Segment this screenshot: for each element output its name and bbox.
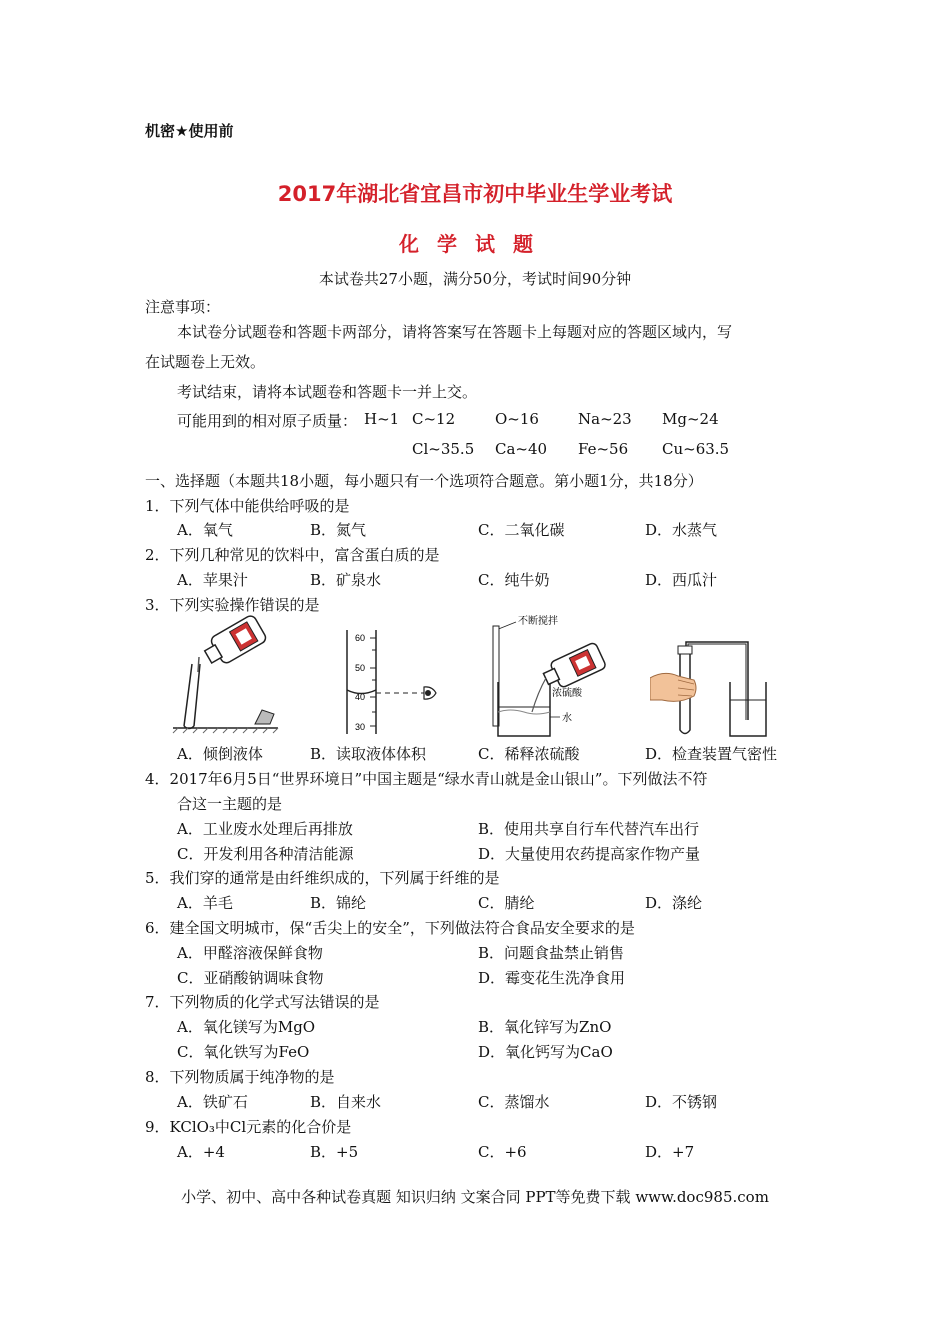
- q8-option-a: A．铁矿石: [177, 1093, 248, 1111]
- q6-option-a: A．甲醛溶液保鲜食物: [177, 944, 323, 962]
- q2-option-b: B．矿泉水: [310, 571, 382, 589]
- atomic-label: 可能用到的相对原子质量：: [177, 412, 358, 430]
- secret-mark: 机密★使用前: [145, 122, 234, 140]
- exam-subtitle: 化学试题: [399, 232, 551, 256]
- figure-dilute-acid: [490, 612, 622, 742]
- q3-option-d: D．检查装置气密性: [645, 745, 778, 763]
- q2-stem: 2．下列几种常见的饮料中，富含蛋白质的是: [145, 546, 440, 564]
- figure-read-volume: [332, 630, 452, 738]
- q7-stem: 7．下列物质的化学式写法错误的是: [145, 993, 380, 1011]
- q6-option-b: B．问题食盐禁止销售: [478, 944, 625, 962]
- q3-stem: 3．下列实验操作错误的是: [145, 596, 320, 614]
- q8-option-c: C．蒸馏水: [478, 1093, 550, 1111]
- q4-option-d: D．大量使用农药提高家作物产量: [478, 845, 701, 863]
- page-footer: 小学、初中、高中各种试卷真题 知识归纳 文案合同 PPT等免费下载 www.doc985.com: [181, 1188, 769, 1206]
- q6-stem: 6．建全国文明城市，保“舌尖上的安全”，下列做法符合食品安全要求的是: [145, 919, 635, 937]
- tick-50: 50: [354, 663, 365, 673]
- q7-option-c: C．氧化铁写为FeO: [177, 1043, 310, 1061]
- atomic-na: Na~23: [578, 410, 632, 428]
- q5-option-a: A．羊毛: [177, 894, 233, 912]
- q3-option-a: A．倾倒液体: [177, 745, 263, 763]
- q4-option-c: C．开发利用各种清洁能源: [177, 845, 354, 863]
- q6-option-d: D．霉变花生洗净食用: [478, 969, 626, 987]
- notice-p2: 考试结束，请将本试题卷和答题卡一并上交。: [177, 383, 478, 401]
- q4-stem: 4．2017年6月5日“世界环境日”中国主题是“绿水青山就是金山银山”。下列做法不符: [145, 770, 708, 788]
- atomic-cu: Cu~63.5: [662, 440, 730, 458]
- q9-stem: 9．KClO₃中Cl元素的化合价是: [145, 1118, 352, 1136]
- q7-option-d: D．氧化钙写为CaO: [478, 1043, 613, 1061]
- q4-option-b: B．使用共享自行车代替汽车出行: [478, 820, 700, 838]
- exam-info: 本试卷共27小题，满分50分，考试时间90分钟: [318, 270, 632, 288]
- q9-option-b: B．+5: [310, 1143, 359, 1161]
- q9-option-a: A．+4: [177, 1143, 225, 1161]
- q9-option-d: D．+7: [645, 1143, 695, 1161]
- q2-option-c: C．纯牛奶: [478, 571, 550, 589]
- q3-option-c: C．稀释浓硫酸: [478, 745, 580, 763]
- atomic-c: C~12: [412, 410, 456, 428]
- q7-option-a: A．氧化镁写为MgO: [177, 1018, 316, 1036]
- label-water: 水: [562, 713, 572, 724]
- q5-option-c: C．腈纶: [478, 894, 535, 912]
- q5-stem: 5．我们穿的通常是由纤维织成的，下列属于纤维的是: [145, 869, 500, 887]
- q5-option-d: D．涤纶: [645, 894, 703, 912]
- figure-pour-liquid: [170, 612, 280, 734]
- notice-p1-line2: 在试题卷上无效。: [145, 353, 266, 371]
- q9-option-c: C．+6: [478, 1143, 527, 1161]
- atomic-h: H~1: [364, 410, 400, 428]
- figure-check-airtight: [650, 640, 780, 740]
- tick-40: 40: [354, 692, 365, 702]
- notice-p1-line1: 本试卷分试题卷和答题卡两部分，请将答案写在答题卡上每题对应的答题区域内，写: [177, 323, 733, 341]
- q4-option-a: A．工业废水处理后再排放: [177, 820, 353, 838]
- q5-option-b: B．锦纶: [310, 894, 367, 912]
- q7-option-b: B．氧化锌写为ZnO: [478, 1018, 612, 1036]
- atomic-mg: Mg~24: [662, 410, 719, 428]
- q8-option-b: B．自来水: [310, 1093, 382, 1111]
- atomic-cl: Cl~35.5: [412, 440, 475, 458]
- q6-option-c: C．亚硝酸钠调味食物: [177, 969, 324, 987]
- q1-option-d: D．水蒸气: [645, 521, 718, 539]
- q1-option-c: C．二氧化碳: [478, 521, 565, 539]
- atomic-o: O~16: [495, 410, 539, 428]
- q4-stem-cont: 合这一主题的是: [177, 795, 283, 813]
- atomic-fe: Fe~56: [578, 440, 629, 458]
- q3-option-b: B．读取液体体积: [310, 745, 427, 763]
- atomic-ca: Ca~40: [495, 440, 548, 458]
- q8-option-d: D．不锈钢: [645, 1093, 718, 1111]
- label-acid: 浓硫酸: [552, 688, 582, 699]
- q1-option-a: A．氧气: [177, 521, 233, 539]
- q2-option-d: D．西瓜汁: [645, 571, 718, 589]
- section1-heading: 一、选择题（本题共18小题，每小题只有一个选项符合题意。第小题1分，共18分）: [145, 472, 703, 490]
- tick-60: 60: [354, 633, 365, 643]
- q2-option-a: A．苹果汁: [177, 571, 248, 589]
- tick-30: 30: [354, 722, 365, 732]
- q8-stem: 8．下列物质属于纯净物的是: [145, 1068, 335, 1086]
- q1-option-b: B．氮气: [310, 521, 367, 539]
- exam-title: 2017年湖北省宜昌市初中毕业生学业考试: [277, 182, 673, 206]
- label-stir: 不断搅拌: [518, 616, 558, 627]
- notice-heading: 注意事项：: [145, 298, 221, 316]
- q1-stem: 1．下列气体中能供给呼吸的是: [145, 497, 350, 515]
